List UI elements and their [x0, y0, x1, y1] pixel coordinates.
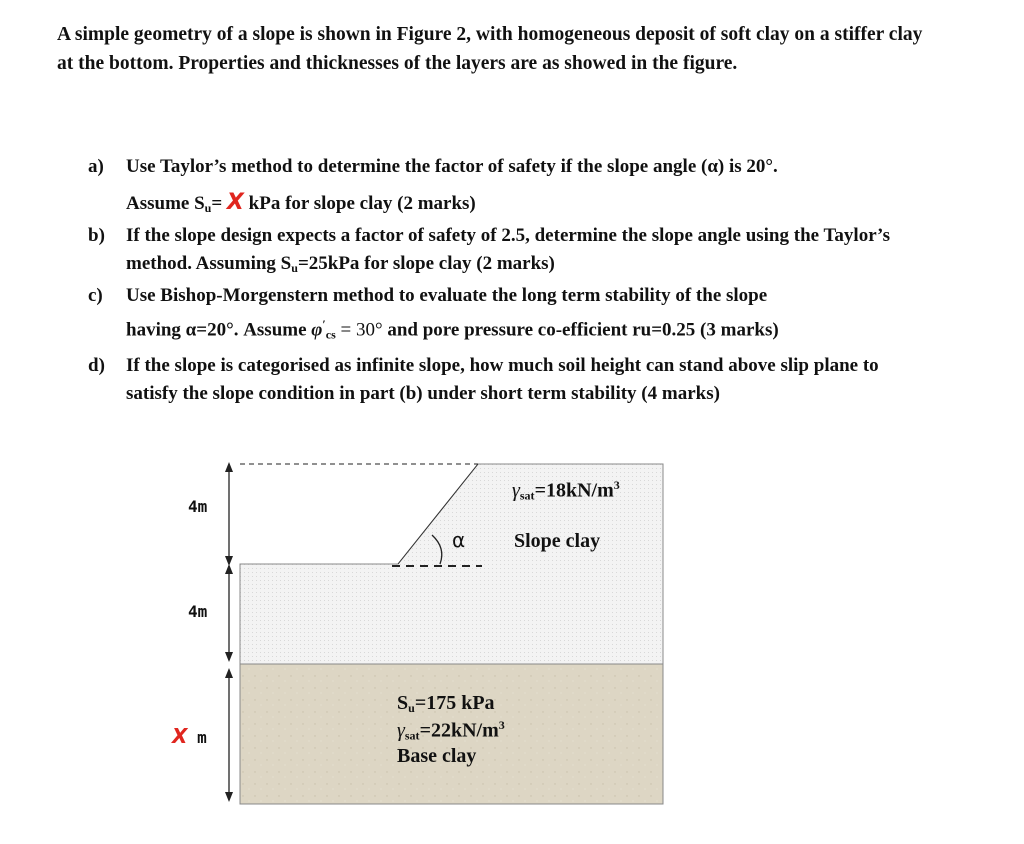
- dimension-arrow-bottom-up: [225, 668, 233, 678]
- slope-unit-weight: [512, 478, 620, 504]
- question-a-label: a): [88, 156, 104, 177]
- dimension-label-mid: 4m: [188, 602, 208, 621]
- question-d-label: d): [88, 355, 105, 377]
- question-a-eq: =: [211, 193, 227, 214]
- base-gamma-sub: sat: [404, 728, 420, 743]
- phi-prime: ′: [322, 317, 326, 331]
- question-c-label: c): [88, 285, 103, 306]
- base-unit-weight: [397, 718, 505, 744]
- problem-intro: A simple geometry of a slope is shown in Figure 2, with homogeneous deposit of soft clay on a stiffer clay at the bottom. Properties and thicknesses of the layers are as showed in the figure.: [57, 24, 923, 74]
- slope-gamma-value: =18kN/m: [534, 479, 614, 502]
- base-gamma-symbol: γ: [397, 719, 405, 742]
- slope-clay-label: Slope clay: [514, 530, 601, 552]
- phi-value: = 30°: [335, 319, 383, 341]
- question-b-label: b): [88, 225, 105, 246]
- question-d-text: If the slope is categorised as infinite slope, how much soil height can stand above slip plane to satisfy the slope condition in part (b) under short term stability (4 marks): [126, 355, 879, 405]
- unknown-x-depth: X: [172, 724, 188, 748]
- phi-cs-sub: cs: [325, 327, 336, 342]
- dimension-arrow-mid-up: [225, 564, 233, 574]
- base-su-value: =175 kPa: [414, 692, 495, 714]
- alpha-label: α: [452, 528, 466, 552]
- base-su-sub: u: [408, 701, 415, 715]
- dimension-arrow-mid-down: [225, 652, 233, 662]
- phi-symbol: φ: [311, 319, 323, 341]
- base-undrained-strength: [397, 692, 495, 716]
- base-su-prefix: S: [397, 692, 409, 714]
- question-b-su-sub: u: [291, 261, 298, 275]
- question-c-line2-prefix: having α=20°. Assume: [126, 319, 312, 341]
- slope-gamma-symbol: γ: [512, 479, 520, 502]
- dimension-unit: m: [197, 728, 207, 747]
- question-a-line1: Use Taylor’s method to determine the factor of safety if the slope angle (α) is 20°.: [126, 156, 778, 177]
- slope-gamma-sub: sat: [519, 488, 535, 503]
- dimension-arrow-bottom-down: [225, 792, 233, 802]
- question-c-line2-suffix: and pore pressure co-efficient ru=0.25 (3 marks): [382, 319, 779, 341]
- question-b-text-suffix: =25kPa for slope clay (2 marks): [297, 253, 555, 274]
- slope-gamma-sup: 3: [613, 478, 620, 492]
- question-b-text-prefix: If the slope design expects a factor of safety of 2.5, determine the slope angle using the Taylor’s method. Assuming S: [126, 225, 890, 274]
- dimension-label-bottom: [172, 724, 207, 748]
- question-c-line1: Use Bishop-Morgenstern method to evaluate the long term stability of the slope: [126, 285, 768, 306]
- dimension-arrow-top-up: [225, 462, 233, 472]
- dimension-label-top: 4m: [188, 497, 208, 516]
- base-gamma-value: =22kN/m: [419, 719, 499, 742]
- question-a-line2-suffix: kPa for slope clay (2 marks): [243, 193, 476, 214]
- base-gamma-sup: 3: [498, 718, 505, 732]
- base-clay-label: Base clay: [397, 745, 477, 767]
- question-a-su-sub: u: [204, 201, 212, 215]
- unknown-x-marker: X: [226, 190, 244, 215]
- question-a-line2-prefix: Assume S: [126, 193, 205, 214]
